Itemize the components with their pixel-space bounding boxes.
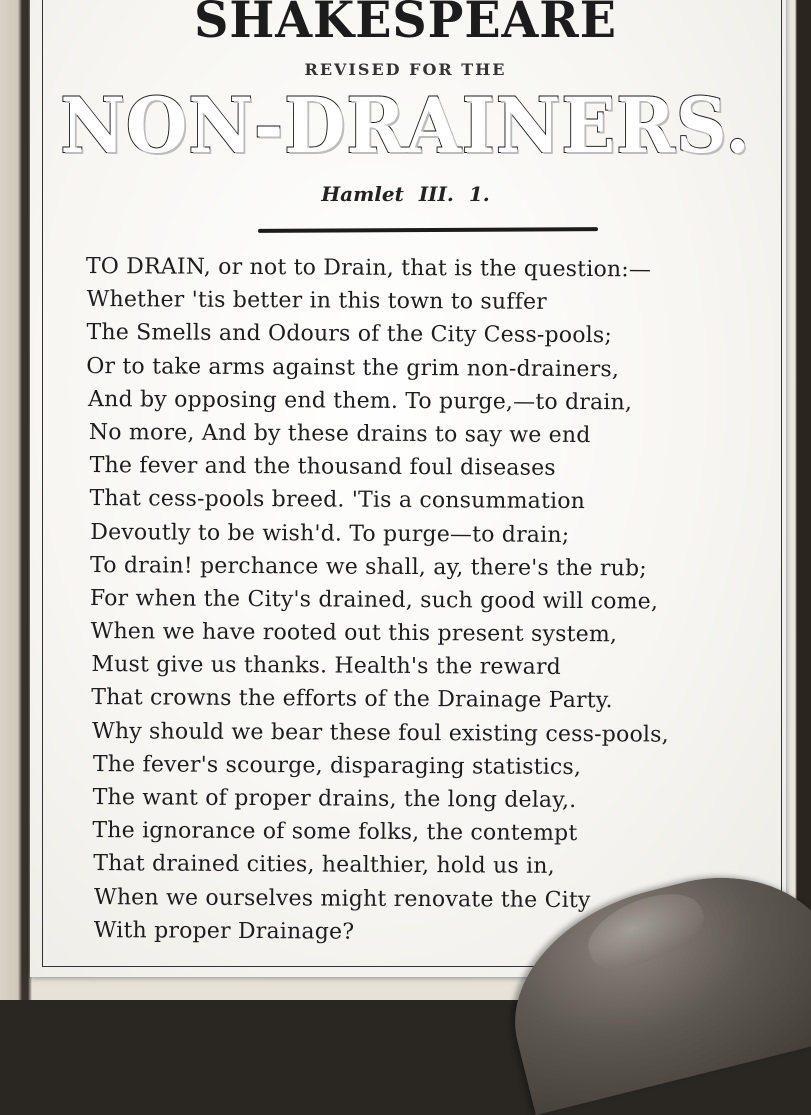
poem-line: The fever's scourge, disparaging statistics,: [92, 751, 582, 780]
headline: NON-DRAINERS.: [60, 81, 751, 170]
poem-line: And by opposing end them. To purge,—to drain,: [88, 386, 633, 416]
poem-line: Devoutly to be wish'd. To purge—to drain;: [90, 519, 570, 548]
poem-line: When we have rooted out this present system,: [90, 619, 618, 648]
subtitle: REVISED FOR THE: [304, 60, 507, 79]
adjacent-page-edge: [785, 0, 811, 1000]
poem-line: The ignorance of some folks, the contempt: [92, 818, 578, 847]
play-reference: Hamlet III. 1.: [321, 182, 490, 206]
poem-line: Why should we bear these foul existing cess-pools,: [91, 718, 669, 748]
poem-line: To drain! perchance we shall, ay, there's the rub;: [89, 552, 648, 582]
page-title: SHAKESPEARE: [194, 0, 617, 49]
poem-text: [82, 250, 672, 951]
poem-line: The want of proper drains, the long delay,.: [92, 785, 577, 814]
poem-line: The fever and the thousand foul diseases: [89, 453, 556, 481]
poem-line: That crowns the efforts of the Drainage Party.: [91, 685, 613, 714]
poem-line: That drained cities, healthier, hold us in,: [93, 851, 555, 880]
poem-line: Or to take arms against the grim non-drainers,: [86, 353, 620, 382]
poem-line: For when the City's drained, such good will come,: [89, 585, 659, 615]
poem-line: With proper Drainage?: [93, 917, 355, 945]
poem-line: When we ourselves might renovate the City: [93, 884, 591, 913]
poem-line: Must give us thanks. Health's the reward: [91, 652, 562, 681]
poem-line: That cess-pools breed. 'Tis a consummation: [89, 486, 586, 515]
poem-line: The Smells and Odours of the City Cess-pools;: [86, 320, 613, 349]
poem-line: TO DRAIN, or not to Drain, that is the question:—: [85, 253, 652, 283]
poem-line: No more, And by these drains to say we end: [88, 419, 591, 449]
poem-line: Whether 'tis better in this town to suffer: [86, 287, 547, 316]
